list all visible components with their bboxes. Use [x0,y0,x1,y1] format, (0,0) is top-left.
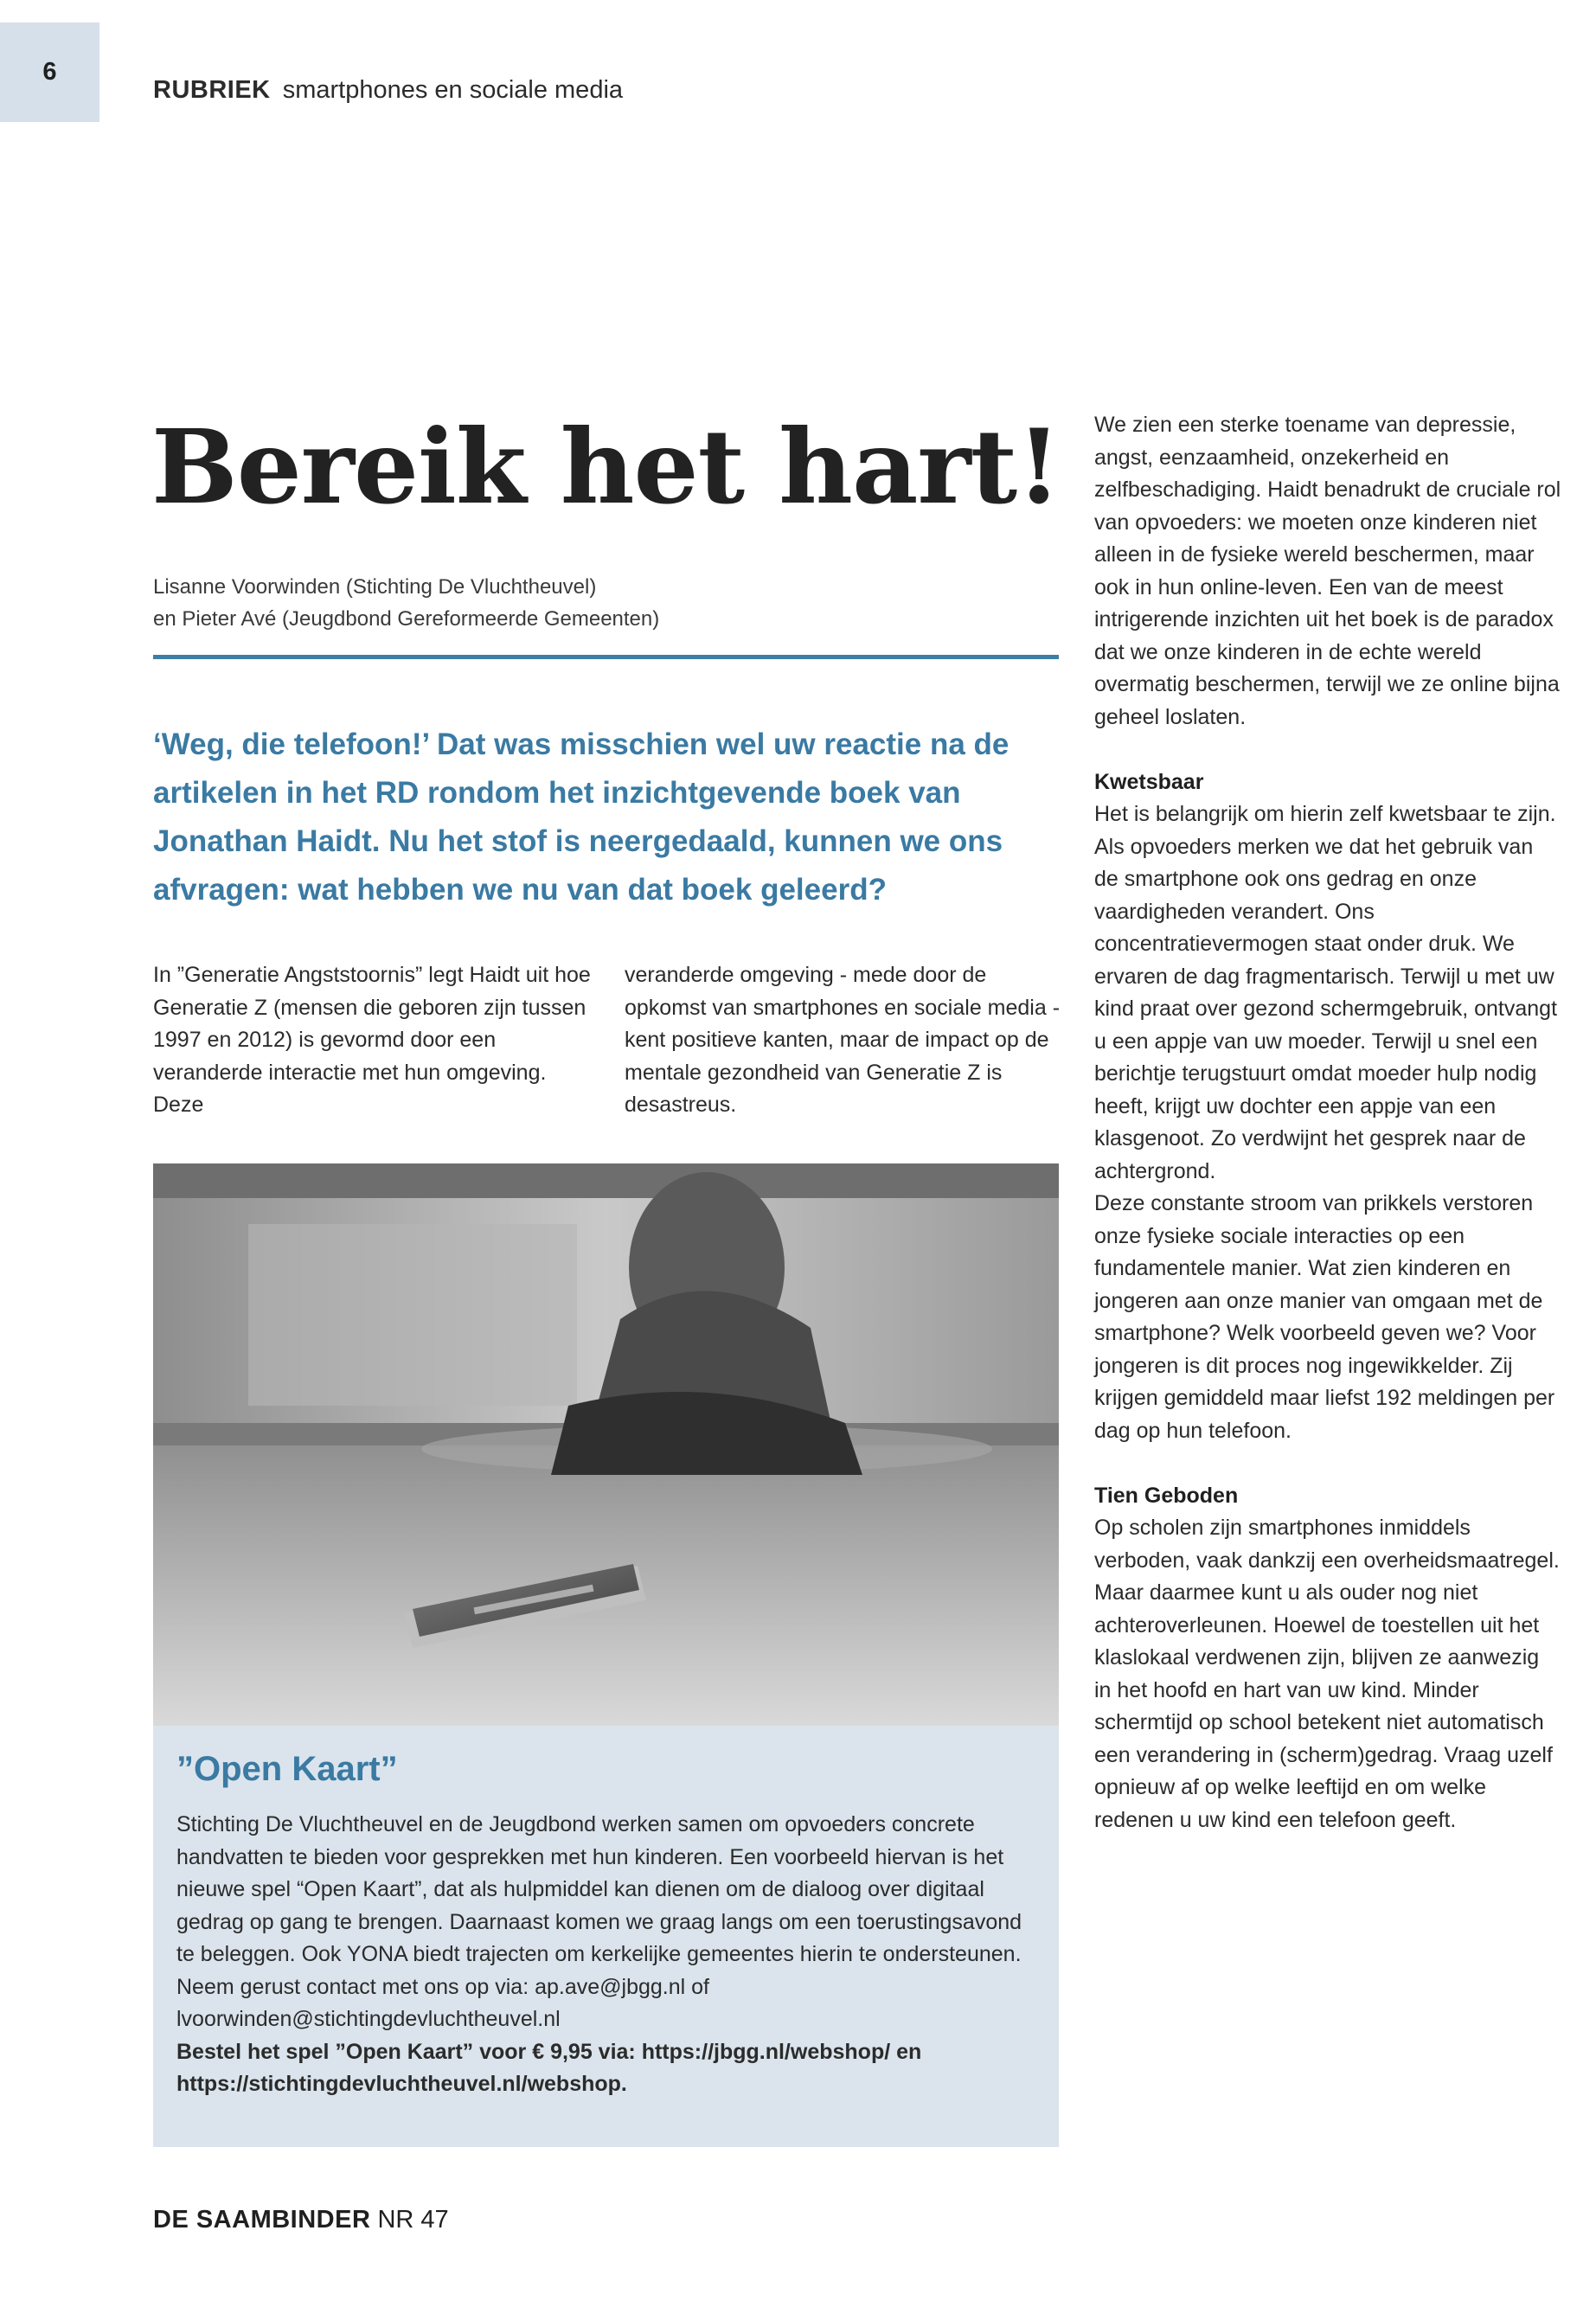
right-column [1094,409,1561,1836]
title-divider [153,655,1059,659]
article-photo [153,1163,1059,1726]
right-para-3: Op scholen zijn smartphones inmiddels verboden, vaak dankzij een overheidsmaatregel. Maar daarmee kunt u als ouder nog niet achteroverleunen. Hoewel de toestellen uit het klaslokaal verdwenen zijn, blijven ze aanwezig in het hoofd en hart van uw kind. Minder schermtijd op school betekent niet automatisch een verandering in (scherm)gedrag. Vraag uzelf opnieuw af op welke leeftijd en om welke redenen u uw kind een telefoon geeft. [1094,1516,1560,1832]
body-column-1: In ”Generatie Angststoornis” legt Haidt uit hoe Generatie Z (mensen die geboren zijn tussen 1997 en 2012) is gevormd door een veranderde interactie met hun omgeving. Deze [153,963,591,1117]
issue-number: NR 47 [377,2206,449,2234]
right-intro: We zien een sterke toename van depressie, angst, eenzaamheid, onzekerheid en zelfbeschadiging. Haidt benadrukt de cruciale rol van opvoeders: we moeten onze kinderen niet alleen in de fysieke wereld beschermen, maar ook in hun online-leven. Een van de meest intrigerende inzichten uit het boek is de paradox dat we onze kinderen in de echte wereld overmatig beschermen, terwijl we ze online bijna geheel loslaten. [1094,413,1561,729]
rubric-header [153,76,623,105]
box-order-text: Bestel het spel ”Open Kaart” voor € 9,95 via: https://jbgg.nl/webshop/ en https://stichtingdevluchtheuvel.nl/webshop. [176,2039,922,2096]
page-footer [153,2206,449,2234]
article-authors [153,571,659,635]
right-para-2: Deze constante stroom van prikkels verstoren onze fysieke sociale interacties op een fundamentele manier. Wat zien kinderen en jongeren aan onze manier van omgaan met de smartphone? Welk voorbeeld geven we? Voor jongeren is dit proces nog ingewikkelder. Zij krijgen gemiddeld maar liefst 192 meldingen per dag op hun telefoon. [1094,1191,1555,1443]
rubric-label: RUBRIEK [153,76,271,104]
magazine-name: DE SAAMBINDER [153,2206,371,2234]
article-title: Bereik het hart! [151,407,1061,527]
box-body [176,1809,1033,2101]
authors-line-2: en Pieter Avé (Jeugdbond Gereformeerde Gemeenten) [153,607,660,631]
article-lead: ‘Weg, die telefoon!’ Dat was misschien wel uw reactie na de artikelen in het RD rondom het inzichtgevende boek van Jonathan Haidt. Nu het stof is neergedaald, kunnen we ons afvragen: wat hebben we nu van dat boek geleerd? [153,727,1010,907]
box-text: Stichting De Vluchtheuvel en de Jeugdbond werken samen om opvoeders concrete handvatten te bieden voor gesprekken met hun kinderen. Een voorbeeld hiervan is het nieuwe spel “Open Kaart”, dat als hulpmiddel kan dienen om de dialoog over digitaal gedrag op gang te brengen. Daarnaast komen we graag langs om een toerustingsavond te beleggen. Ook YONA biedt trajecten om kerkelijke gemeentes hierin te ondersteunen. Neem gerust contact met ons op via: ap.ave@jbgg.nl of lvoorwinden@stichtingdevluchtheuvel.nl [176,1812,1022,2031]
right-para-1: Het is belangrijk om hierin zelf kwetsbaar te zijn. Als opvoeders merken we dat het gebruik van de smartphone ook ons gedrag en onze vaardigheden verandert. Ons concentratievermogen staat onder druk. We ervaren de dag fragmentarisch. Terwijl u met uw kind praat over gezond schermgebruik, ontvangt u een appje van uw moeder. Terwijl u snel een berichtje terugstuurt omdat moeder hulp nodig heeft, krijgt uw dochter een appje van een klasgenoot. Zo verdwijnt het gesprek naar de achtergrond. [1094,802,1558,1183]
heading-tien-geboden: Tien Geboden [1094,1483,1239,1508]
body-column-2: veranderde omgeving - mede door de opkomst van smartphones en sociale media - kent positieve kanten, maar de impact op de mentale gezondheid van Generatie Z is desastreus. [625,963,1061,1117]
rubric-topic: smartphones en sociale media [282,76,624,104]
box-title: ”Open Kaart” [176,1750,398,1788]
open-kaart-box [153,1726,1059,2147]
page-number: 6 [0,22,99,122]
authors-line-1: Lisanne Voorwinden (Stichting De Vluchtheuvel) [153,575,597,599]
heading-kwetsbaar: Kwetsbaar [1094,769,1204,794]
